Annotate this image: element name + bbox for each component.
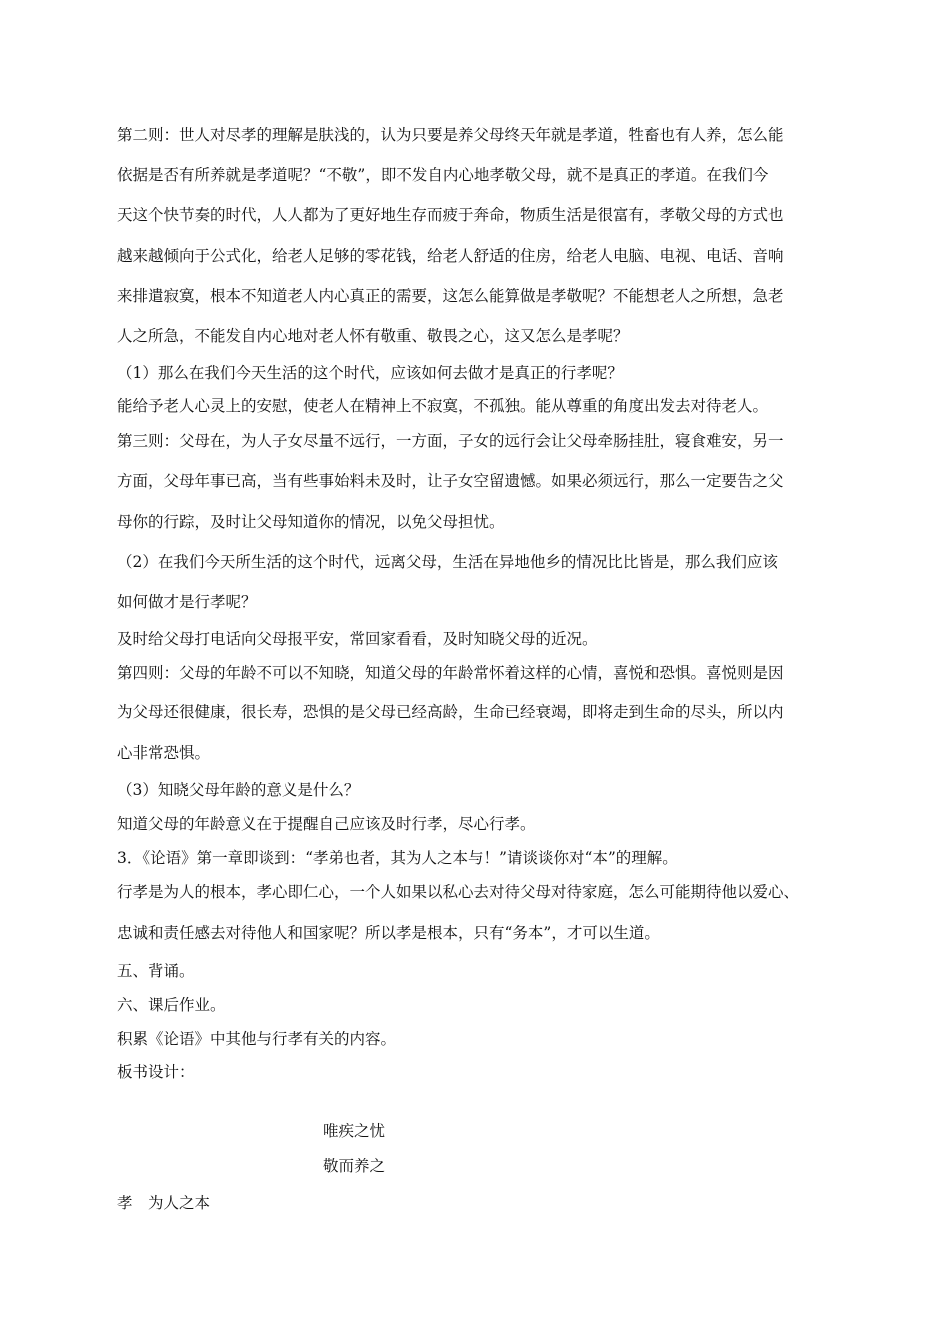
text-line: 母你的行踪，及时让父母知道你的情况，以免父母担忧。 (117, 513, 505, 531)
text-line: 第三则：父母在，为人子女尽量不远行，一方面，子女的远行会让父母牵肠挂肚，寝食难安，另一 (117, 432, 784, 450)
text-line: 依据是否有所养就是孝道呢？“不敬”，即不发自内心地孝敬父母，就不是真正的孝道。在我们今 (117, 166, 769, 184)
answer-line: 及时给父母打电话向父母报平安，常回家看看，及时知晓父母的近况。 (117, 630, 598, 648)
text-line: 方面，父母年事已高，当有些事始料未及时，让子女空留遗憾。如果必须远行，那么一定要告之父 (117, 472, 784, 490)
text-line: 第四则：父母的年龄不可以不知晓，知道父母的年龄常怀着这样的心情，喜悦和恐惧。喜悦则是因 (117, 664, 784, 682)
text-line: 心非常恐惧。 (117, 744, 211, 762)
text-line: 越来越倾向于公式化，给老人足够的零花钱，给老人舒适的住房，给老人电脑、电视、电话、音响 (117, 247, 784, 265)
text-line: 第二则：世人对尽孝的理解是肤浅的，认为只要是养父母终天年就是孝道，牲畜也有人养，怎么能 (117, 126, 784, 144)
text-line: 天这个快节奏的时代，人人都为了更好地生存而疲于奔命，物质生活是很富有，孝敬父母的方式也 (117, 206, 784, 224)
answer-line: 知道父母的年龄意义在于提醒自己应该及时行孝，尽心行孝。 (117, 815, 536, 833)
question-line: （3）知晓父母年龄的意义是什么？ (117, 781, 360, 799)
board-item: 孝 为人之本 (117, 1194, 211, 1212)
answer-line: 能给予老人心灵上的安慰，使老人在精神上不寂寞，不孤独。能从尊重的角度出发去对待老人。 (117, 397, 769, 415)
text-line: 来排遣寂寞，根本不知道老人内心真正的需要，这怎么能算做是孝敬呢？不能想老人之所想，急老 (117, 287, 784, 305)
question-line: 3．《论语》第一章即谈到：“孝弟也者，其为人之本与！”请谈谈你对“本”的理解。 (117, 849, 678, 867)
question-line: 如何做才是行孝呢？ (117, 593, 257, 611)
section-heading: 五、背诵。 (117, 962, 195, 980)
board-item: 敬而养之 (323, 1157, 386, 1175)
text-line: 为父母还很健康，很长寿，恐惧的是父母已经高龄，生命已经衰竭，即将走到生命的尽头，所以内 (117, 703, 784, 721)
section-heading: 六、课后作业。 (117, 996, 226, 1014)
board-design-label: 板书设计： (117, 1063, 195, 1081)
text-line: 积累《论语》中其他与行孝有关的内容。 (117, 1030, 397, 1048)
answer-line: 行孝是为人的根本，孝心即仁心，一个人如果以私心去对待父母对待家庭，怎么可能期待他以爱心、 (117, 883, 800, 901)
board-item: 唯疾之忧 (323, 1122, 386, 1140)
answer-line: 忠诚和责任感去对待他人和国家呢？所以孝是根本，只有“务本”，才可以生道。 (117, 924, 660, 942)
question-line: （1）那么在我们今天生活的这个时代，应该如何去做才是真正的行孝呢？ (117, 364, 623, 382)
text-line: 人之所急，不能发自内心地对老人怀有敬重、敬畏之心，这又怎么是孝呢？ (117, 327, 629, 345)
question-line: （2）在我们今天所生活的这个时代，远离父母，生活在异地他乡的情况比比皆是，那么我们应该 (117, 553, 778, 571)
